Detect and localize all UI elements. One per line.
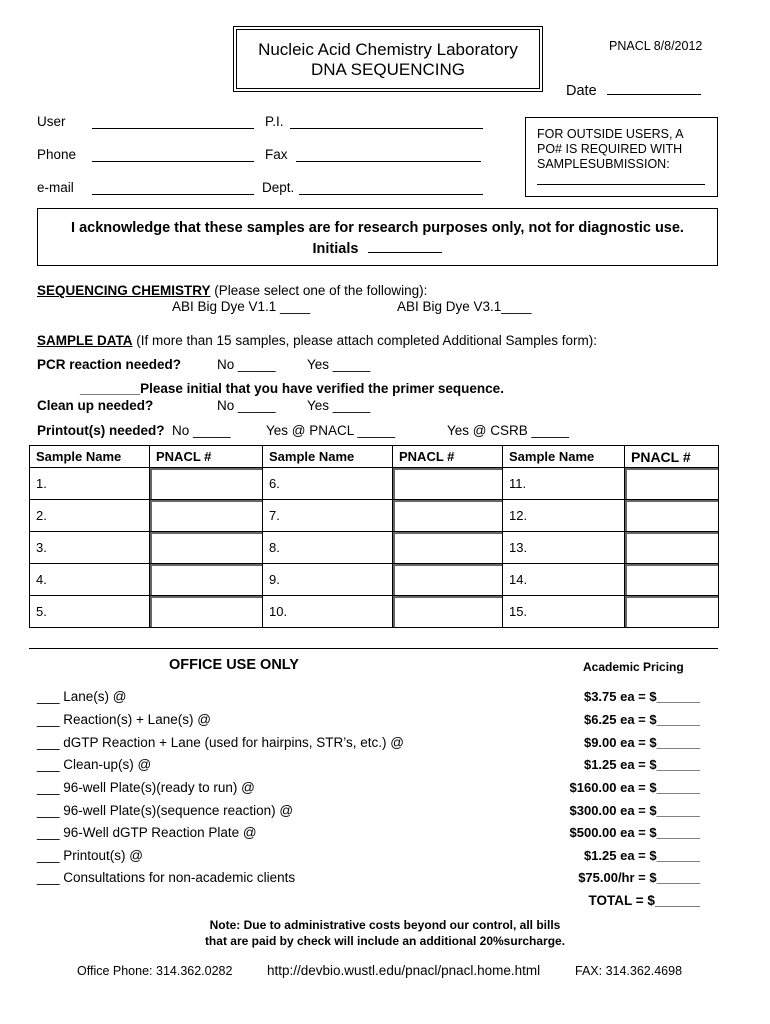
primer-verify-note[interactable]: ________Please initial that you have verified the primer sequence. — [80, 381, 504, 396]
sample-name-cell[interactable]: 8. — [263, 532, 393, 564]
user-field[interactable] — [92, 114, 254, 129]
total-field[interactable]: TOTAL = $______ — [588, 893, 700, 908]
office-phone: Office Phone: 314.362.0282 — [77, 964, 233, 978]
cleanup-yes-option[interactable]: Yes _____ — [307, 398, 371, 413]
office-use-heading: OFFICE USE ONLY — [169, 657, 299, 673]
user-label: User — [37, 114, 66, 129]
pnacl-cell[interactable] — [150, 596, 263, 628]
sample-table — [29, 445, 719, 628]
pnacl-cell[interactable] — [393, 564, 503, 596]
table-header-row — [30, 446, 719, 468]
sample-name-cell[interactable]: 5. — [30, 596, 150, 628]
acknowledgement-box — [37, 208, 718, 266]
fee-price-printouts[interactable]: $1.25 ea = $______ — [583, 848, 700, 863]
table-row — [30, 500, 719, 532]
po-text-line1: FOR OUTSIDE USERS, A — [537, 127, 684, 141]
form-id: PNACL 8/8/2012 — [609, 39, 703, 53]
fee-label-cleanups[interactable]: ___ Clean-up(s) @ — [37, 757, 152, 772]
acknowledgement-text: I acknowledge that these samples are for research purposes only, not for diagnostic use. — [71, 220, 684, 236]
billing-note-line1: Note: Due to administrative costs beyond our control, all bills — [209, 918, 561, 932]
table-row — [30, 564, 719, 596]
chemistry-heading-row — [37, 283, 427, 298]
po-number-field[interactable] — [537, 184, 705, 185]
pnacl-cell[interactable] — [393, 532, 503, 564]
fax-label: Fax — [265, 147, 288, 162]
sample-name-cell[interactable]: 14. — [503, 564, 625, 596]
sample-name-cell[interactable]: 10. — [263, 596, 393, 628]
po-text-line3: SAMPLESUBMISSION: — [537, 157, 670, 171]
table-row — [30, 468, 719, 500]
col-header-pnacl: PNACL # — [393, 446, 503, 468]
table-row — [30, 532, 719, 564]
pnacl-cell[interactable] — [393, 596, 503, 628]
academic-pricing-heading: Academic Pricing — [583, 660, 684, 674]
dept-field[interactable] — [299, 180, 483, 195]
sample-name-cell[interactable]: 15. — [503, 596, 625, 628]
initials-field[interactable] — [38, 238, 717, 259]
pnacl-cell[interactable] — [393, 468, 503, 500]
po-text-line2: PO# IS REQUIRED WITH — [537, 142, 683, 156]
phone-label: Phone — [37, 147, 77, 162]
col-header-pnacl: PNACL # — [150, 446, 263, 468]
fee-label-printouts[interactable]: ___ Printout(s) @ — [37, 848, 143, 863]
chemistry-option-v31[interactable]: ABI Big Dye V3.1____ — [397, 299, 532, 314]
chemistry-heading: SEQUENCING CHEMISTRY — [37, 283, 211, 298]
form-title: DNA SEQUENCING — [311, 60, 465, 79]
col-header-pnacl: PNACL # — [625, 446, 719, 468]
col-header-sample-name: Sample Name — [503, 446, 625, 468]
pi-field[interactable] — [290, 114, 483, 129]
pi-label: P.I. — [265, 114, 284, 129]
billing-note-line2: that are paid by check will include an additional 20%surcharge. — [204, 934, 566, 948]
sample-name-cell[interactable]: 7. — [263, 500, 393, 532]
printout-csrb-option[interactable]: Yes @ CSRB _____ — [447, 423, 570, 438]
fee-label-reactions[interactable]: ___ Reaction(s) + Lane(s) @ — [37, 712, 211, 727]
date-field[interactable] — [566, 80, 701, 99]
printout-label: Printout(s) needed? — [37, 423, 165, 438]
sample-data-heading: SAMPLE DATA — [37, 333, 133, 348]
date-line[interactable] — [607, 80, 701, 95]
chemistry-instruction: (Please select one of the following): — [214, 283, 428, 298]
chemistry-option-v11[interactable]: ABI Big Dye V1.1 ____ — [172, 299, 311, 314]
sample-data-heading-row — [37, 333, 597, 348]
pcr-yes-option[interactable]: Yes _____ — [307, 357, 371, 372]
printout-pnacl-option[interactable]: Yes @ PNACL _____ — [266, 423, 396, 438]
email-label: e-mail — [37, 180, 74, 195]
fee-price-reactions[interactable]: $6.25 ea = $______ — [583, 712, 700, 727]
fax-field[interactable] — [296, 147, 481, 162]
sample-name-cell[interactable]: 6. — [263, 468, 393, 500]
col-header-sample-name: Sample Name — [30, 446, 150, 468]
initials-label: Initials — [312, 241, 359, 257]
fee-price-consultations[interactable]: $75.00/hr = $______ — [578, 870, 700, 885]
sample-name-cell[interactable]: 3. — [30, 532, 150, 564]
fee-label-consultations[interactable]: ___ Consultations for non-academic clients — [37, 870, 296, 885]
table-row — [30, 596, 719, 628]
fee-label-lanes[interactable]: ___ Lane(s) @ — [37, 689, 127, 704]
sample-name-cell[interactable]: 12. — [503, 500, 625, 532]
lab-title: Nucleic Acid Chemistry Laboratory — [258, 40, 518, 59]
phone-field[interactable] — [92, 147, 254, 162]
sample-name-cell[interactable]: 4. — [30, 564, 150, 596]
website-link[interactable]: http://devbio.wustl.edu/pnacl/pnacl.home.html — [267, 963, 541, 978]
fee-label-dgtp[interactable]: ___ dGTP Reaction + Lane (used for hairpins, STR’s, etc.) @ — [37, 735, 405, 750]
sample-name-cell[interactable]: 13. — [503, 532, 625, 564]
fax-number: FAX: 314.362.4698 — [575, 964, 683, 978]
cleanup-no-option[interactable]: No _____ — [217, 398, 276, 413]
pnacl-cell[interactable] — [150, 500, 263, 532]
pcr-no-option[interactable]: No _____ — [217, 357, 276, 372]
dept-label: Dept. — [262, 180, 295, 195]
sample-name-cell[interactable]: 2. — [30, 500, 150, 532]
pnacl-cell[interactable] — [625, 468, 719, 500]
title-box — [233, 26, 543, 92]
po-box — [525, 117, 718, 197]
fee-label-dgtp-plate[interactable]: ___ 96-Well dGTP Reaction Plate @ — [37, 825, 257, 840]
fee-label-plate-ready[interactable]: ___ 96-well Plate(s)(ready to run) @ — [37, 780, 255, 795]
sample-data-instruction: (If more than 15 samples, please attach completed Additional Samples form): — [136, 333, 597, 348]
fee-price-plate-reaction[interactable]: $300.00 ea = $______ — [569, 803, 700, 818]
fee-price-dgtp[interactable]: $9.00 ea = $______ — [583, 735, 700, 750]
pnacl-cell[interactable] — [150, 564, 263, 596]
pnacl-cell[interactable] — [625, 596, 719, 628]
sample-name-cell[interactable]: 9. — [263, 564, 393, 596]
date-label: Date — [566, 83, 597, 99]
col-header-sample-name: Sample Name — [263, 446, 393, 468]
sample-name-cell[interactable]: 11. — [503, 468, 625, 500]
pnacl-cell[interactable] — [150, 532, 263, 564]
fee-price-lanes[interactable]: $3.75 ea = $______ — [583, 689, 700, 704]
pnacl-cell[interactable] — [625, 564, 719, 596]
pnacl-cell[interactable] — [150, 468, 263, 500]
pnacl-cell[interactable] — [625, 500, 719, 532]
email-field[interactable] — [92, 180, 254, 195]
pnacl-cell[interactable] — [393, 500, 503, 532]
cleanup-label: Clean up needed? — [37, 398, 154, 413]
office-divider — [29, 648, 718, 649]
initials-line[interactable] — [368, 238, 442, 253]
pcr-label: PCR reaction needed? — [37, 357, 182, 372]
pnacl-cell[interactable] — [625, 532, 719, 564]
fee-price-plate-ready[interactable]: $160.00 ea = $______ — [569, 780, 700, 795]
fee-price-dgtp-plate[interactable]: $500.00 ea = $______ — [569, 825, 700, 840]
sample-name-cell[interactable]: 1. — [30, 468, 150, 500]
fee-price-cleanups[interactable]: $1.25 ea = $______ — [583, 757, 700, 772]
fee-label-plate-reaction[interactable]: ___ 96-well Plate(s)(sequence reaction) @ — [37, 803, 294, 818]
printout-no-option[interactable]: No _____ — [172, 423, 231, 438]
